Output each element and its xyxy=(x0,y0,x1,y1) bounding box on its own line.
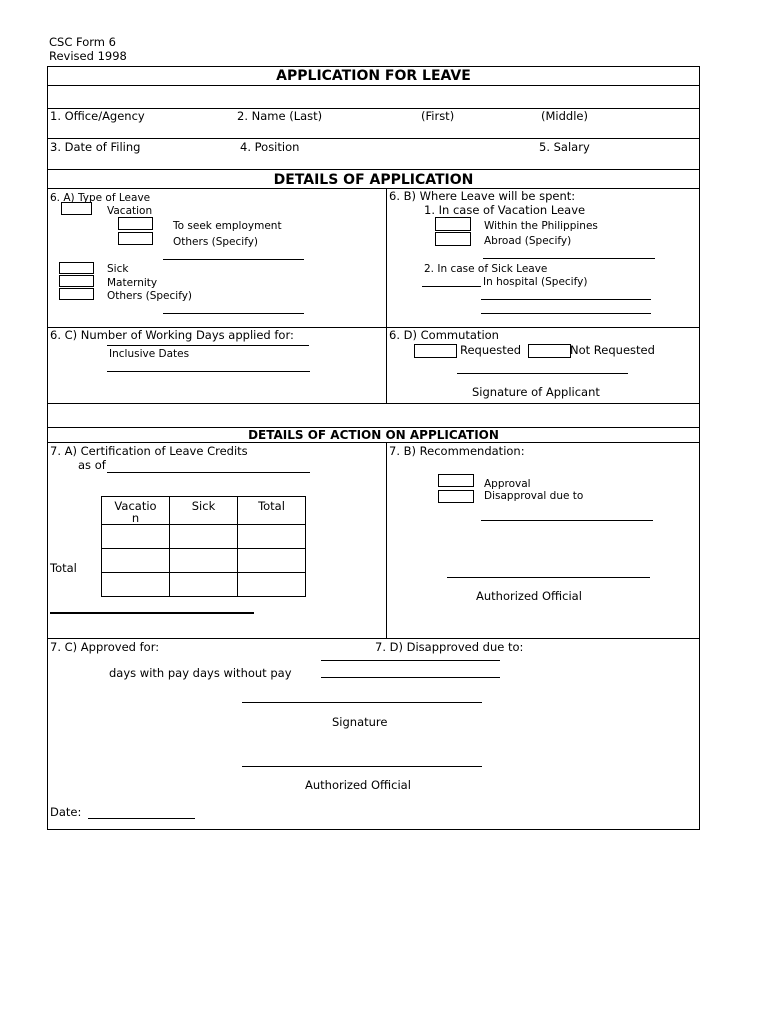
sick-case-label: 2. In case of Sick Leave xyxy=(424,263,548,275)
signature-line[interactable] xyxy=(242,702,482,703)
within-philippines-label: Within the Philippines xyxy=(484,220,598,232)
disapproved-reason-line[interactable] xyxy=(321,660,500,661)
table-cell[interactable] xyxy=(237,572,306,597)
disapproval-checkbox[interactable] xyxy=(438,490,474,503)
divider xyxy=(47,403,700,404)
col-sick: Sick xyxy=(191,499,216,513)
vacation-checkbox[interactable] xyxy=(61,202,92,215)
seek-employment-checkbox[interactable] xyxy=(118,217,153,230)
approved-for-heading: 7. C) Approved for: xyxy=(50,640,160,654)
name-last-label[interactable]: 2. Name (Last) xyxy=(237,109,323,123)
certification-signature-line[interactable] xyxy=(50,612,254,614)
table-header-cell xyxy=(169,496,238,525)
total-row-label: Total xyxy=(50,561,77,575)
hospital-blank-line[interactable] xyxy=(422,286,481,287)
vacation-case-label: 1. In case of Vacation Leave xyxy=(424,203,586,217)
others-specify-2-checkbox[interactable] xyxy=(59,288,94,300)
form-number: CSC Form 6 xyxy=(49,35,116,49)
table-cell[interactable] xyxy=(237,548,306,573)
date-line[interactable] xyxy=(88,818,195,819)
type-of-leave-heading: 6. A) Type of Leave xyxy=(50,192,151,204)
others-specify-label: Others (Specify) xyxy=(173,236,259,248)
column-divider xyxy=(386,188,387,403)
table-cell[interactable] xyxy=(169,572,238,597)
not-requested-checkbox[interactable] xyxy=(528,344,571,358)
hospital-specify-line-2[interactable] xyxy=(481,313,651,314)
form-title: APPLICATION FOR LEAVE xyxy=(276,68,471,84)
abroad-checkbox[interactable] xyxy=(435,232,471,246)
divider xyxy=(47,442,700,443)
maternity-label: Maternity xyxy=(107,277,158,289)
position-label[interactable]: 4. Position xyxy=(240,140,300,154)
divider xyxy=(47,169,700,170)
others-specify-checkbox[interactable] xyxy=(118,232,153,245)
divider xyxy=(47,85,700,86)
authorized-official-label: Authorized Official xyxy=(476,589,582,603)
col-total: Total xyxy=(258,499,285,513)
working-days-line[interactable] xyxy=(107,345,309,346)
table-cell[interactable] xyxy=(101,572,170,597)
days-with-pay-label: days with pay days without pay xyxy=(109,666,292,680)
as-of-label: as of xyxy=(78,458,106,472)
certification-heading: 7. A) Certification of Leave Credits xyxy=(50,444,248,458)
approval-checkbox[interactable] xyxy=(438,474,474,487)
name-middle-label[interactable]: (Middle) xyxy=(541,109,588,123)
disapproved-reason-line-2[interactable] xyxy=(321,677,500,678)
divider xyxy=(47,138,700,139)
table-header-cell xyxy=(101,496,170,525)
sick-label: Sick xyxy=(107,263,129,275)
commutation-heading: 6. D) Commutation xyxy=(389,328,499,342)
signature-label: Signature xyxy=(332,715,388,729)
salary-label[interactable]: 5. Salary xyxy=(539,140,590,154)
disapproval-reason-line[interactable] xyxy=(481,520,653,521)
table-cell[interactable] xyxy=(237,524,306,549)
others-specify-2-label: Others (Specify) xyxy=(107,290,193,302)
where-spent-heading: 6. B) Where Leave will be spent: xyxy=(389,189,576,203)
revision-date: Revised 1998 xyxy=(49,49,127,63)
not-requested-label: Not Requested xyxy=(570,343,655,357)
requested-label: Requested xyxy=(460,343,522,357)
as-of-line[interactable] xyxy=(107,472,310,473)
table-cell[interactable] xyxy=(169,548,238,573)
sick-checkbox[interactable] xyxy=(59,262,94,274)
table-cell[interactable] xyxy=(101,524,170,549)
office-agency-label[interactable]: 1. Office/Agency xyxy=(50,109,145,123)
in-hospital-label: In hospital (Specify) xyxy=(483,276,588,288)
col-vacation-line2: n xyxy=(131,511,140,525)
within-philippines-checkbox[interactable] xyxy=(435,217,471,231)
col-vacation-line1: Vacatio xyxy=(114,499,157,513)
abroad-label: Abroad (Specify) xyxy=(484,235,572,247)
divider xyxy=(47,638,700,639)
others-specify-line[interactable] xyxy=(163,259,304,260)
inclusive-dates-label: Inclusive Dates xyxy=(109,348,190,360)
disapproval-label: Disapproval due to xyxy=(484,490,584,502)
seek-employment-label: To seek employment xyxy=(173,220,282,232)
action-title: DETAILS OF ACTION ON APPLICATION xyxy=(248,428,499,442)
date-of-filing-label[interactable]: 3. Date of Filing xyxy=(50,140,141,154)
hospital-specify-line[interactable] xyxy=(481,299,651,300)
details-title: DETAILS OF APPLICATION xyxy=(273,172,474,188)
vacation-label: Vacation xyxy=(107,205,153,217)
date-label: Date: xyxy=(50,805,82,819)
column-divider xyxy=(386,442,387,639)
requested-checkbox[interactable] xyxy=(414,344,457,358)
table-header-cell xyxy=(237,496,306,525)
divider xyxy=(47,188,700,189)
inclusive-dates-line[interactable] xyxy=(107,371,310,372)
maternity-checkbox[interactable] xyxy=(59,275,94,287)
approval-label: Approval xyxy=(484,478,531,490)
disapproved-heading: 7. D) Disapproved due to: xyxy=(375,640,524,654)
working-days-heading: 6. C) Number of Working Days applied for: xyxy=(50,328,294,342)
table-cell[interactable] xyxy=(101,548,170,573)
name-first-label[interactable]: (First) xyxy=(421,109,455,123)
official-signature-line[interactable] xyxy=(447,577,650,578)
applicant-signature-line[interactable] xyxy=(457,373,628,374)
recommendation-heading: 7. B) Recommendation: xyxy=(389,444,525,458)
final-authorized-official-label: Authorized Official xyxy=(305,778,411,792)
table-cell[interactable] xyxy=(169,524,238,549)
abroad-specify-line[interactable] xyxy=(483,258,655,259)
official-line[interactable] xyxy=(242,766,482,767)
signature-of-applicant-label: Signature of Applicant xyxy=(472,385,600,399)
others-specify-2-line[interactable] xyxy=(163,313,304,314)
